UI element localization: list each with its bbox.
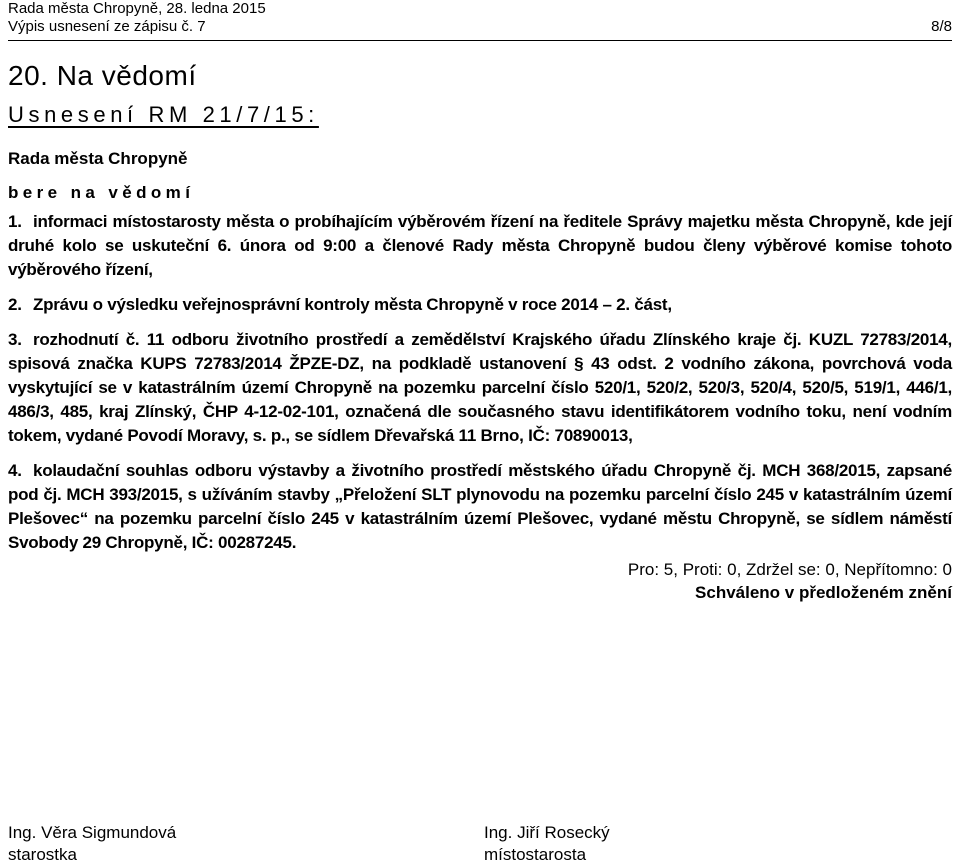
item-text: informaci místostarosty města o probíhajícím výběrovém řízení na ředitele Správy majetku města Chropyně, kde její druhé kolo se uskuteční 6. února od 9:00 a členové Rady města Chropyně budou členy výběrové komise tohoto výběrového řízení, — [8, 212, 952, 279]
item-number: 4. — [8, 461, 22, 480]
signatory-name: Ing. Věra Sigmundová — [8, 823, 177, 842]
item-text: Zprávu o výsledku veřejnosprávní kontroly města Chropyně v roce 2014 – 2. část, — [33, 295, 672, 314]
section-title: 20. Na vědomí — [8, 60, 197, 91]
page-header — [8, 0, 952, 36]
takes-note-heading: bere na vědomí — [8, 183, 195, 202]
item-text: kolaudační souhlas odboru výstavby a životního prostředí městského úřadu Chropyně čj. MCH 368/2015, zapsané pod čj. MCH 393/2015, s užíváním stavby „Přeložení SLT plynovodu na pozemku parcelní číslo 245 v katastrálním území Plešovec“ na pozemku parcelní číslo 245 v katastrálním území Plešovec, vydané městu Chropyně, se sídlem náměstí Svobody 29 Chropyně, IČ: 00287245. — [8, 461, 952, 552]
list-item — [8, 293, 952, 317]
item-number: 1. — [8, 212, 22, 231]
council-name: Rada města Chropyně — [8, 149, 188, 168]
vote-result: Pro: 5, Proti: 0, Zdržel se: 0, Nepřítomno: 0 — [627, 560, 952, 579]
resolution-number: Usnesení RM 21/7/15: — [8, 102, 319, 127]
approval-status: Schváleno v předloženém znění — [695, 583, 952, 602]
header-extract: Výpis usnesení ze zápisu č. 7 — [8, 18, 206, 35]
item-text: rozhodnutí č. 11 odboru životního prostředí a zemědělství Krajského úřadu Zlínského kraje čj. KUZL 72783/2014, spisová značka KUPS 72783/2014 ŽPZE-DZ, na podkladě ustanovení § 43 odst. 2 vodního zákona, povrchová voda vyskytující se v katastrálním území Chropyně na pozemku parcelní číslo 520/1, 520/2, 520/3, 520/4, 520/5, 519/1, 446/1, 486/3, 485, kraj Zlínský, ČHP 4-12-02-101, označená dle současného stavu identifikátorem vodního toku, není vodním tokem, vydané Povodí Moravy, s. p., se sídlem Dřevařská 11 Brno, IČ: 70890013, — [8, 330, 952, 445]
signatory-name: Ing. Jiří Rosecký — [484, 823, 610, 842]
signature-deputy-mayor — [484, 822, 610, 866]
signatory-role: místostarosta — [484, 845, 587, 864]
page-number: 8/8 — [931, 18, 952, 35]
header-rule — [8, 40, 952, 41]
item-number: 3. — [8, 330, 22, 349]
list-item — [8, 328, 952, 448]
list-item — [8, 210, 952, 282]
signatory-role: starostka — [8, 845, 77, 864]
item-number: 2. — [8, 295, 22, 314]
list-item — [8, 459, 952, 555]
resolution-items — [8, 210, 952, 566]
header-meeting: Rada města Chropyně, 28. ledna 2015 — [8, 0, 266, 17]
signature-mayor — [8, 822, 176, 866]
